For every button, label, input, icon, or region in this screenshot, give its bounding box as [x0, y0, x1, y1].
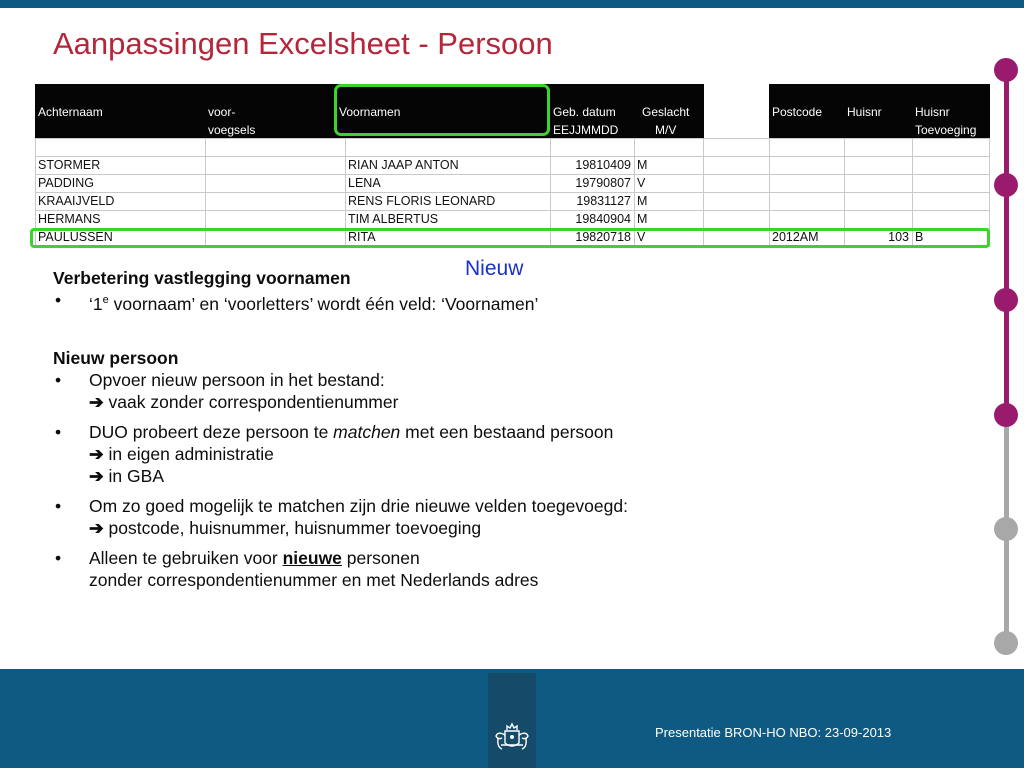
cell-voornamen: RIAN JAAP ANTON	[348, 158, 459, 172]
cell-voornamen: RENS FLORIS LEONARD	[348, 194, 496, 208]
progress-step-dot	[994, 631, 1018, 655]
bullet-text: personen	[341, 547, 420, 568]
coat-of-arms-icon	[488, 673, 536, 768]
bullet-icon: •	[55, 290, 62, 310]
cell-achternaam: HERMANS	[38, 212, 101, 226]
bullet-icon: •	[55, 547, 62, 568]
progress-step-dot	[994, 173, 1018, 197]
cell-voornamen: LENA	[348, 176, 381, 190]
header-cell-huisnr	[844, 84, 912, 138]
voornamen-column-highlight	[334, 84, 550, 136]
cell-achternaam: PAULUSSEN	[38, 230, 113, 244]
cell-achternaam: STORMER	[38, 158, 101, 172]
emphasis-text: nieuwe	[282, 547, 342, 568]
header-cell-postcode	[769, 84, 844, 138]
superscript-text: e	[102, 294, 109, 306]
bullet-text: postcode, huisnummer, huisnummer toevoeging	[108, 517, 482, 538]
cell-achternaam: KRAAIJVELD	[38, 194, 115, 208]
grid-line	[35, 192, 990, 193]
bullet-text: voornaam’ en ‘voorletters’ wordt één veld: ‘Voornamen’	[108, 293, 539, 314]
header-postcode-label: Postcode	[772, 105, 823, 119]
cell-huisnr: 103	[888, 230, 909, 244]
header-cell-geslacht	[639, 84, 704, 138]
cell-geslacht: V	[637, 230, 646, 244]
bullet-text: Om zo goed mogelijk te matchen zijn drie nieuwe velden toegevoegd:	[89, 495, 628, 516]
progress-step-dot	[994, 517, 1018, 541]
cell-gebdatum: 19810409	[575, 158, 631, 172]
bullet-text: Opvoer nieuw persoon in het bestand:	[89, 369, 385, 390]
bullet-icon: •	[55, 369, 62, 390]
cell-geslacht: M	[637, 158, 648, 172]
progress-rail-active	[1004, 70, 1009, 415]
arrow-right-icon: ➔	[89, 443, 104, 464]
bullet-text: Alleen te gebruiken voor	[89, 547, 283, 568]
new-row-highlight	[30, 228, 990, 248]
arrow-right-icon: ➔	[89, 517, 104, 538]
header-voorvoegsels-label: voor- voegsels	[208, 105, 256, 137]
header-achternaam-label: Achternaam	[38, 105, 103, 119]
grid-line	[35, 138, 990, 139]
header-cell-toevoeging	[912, 84, 990, 138]
header-voornamen-label: Voornamen	[339, 105, 401, 119]
cell-gebdatum: 19820718	[575, 230, 631, 244]
list-item	[53, 547, 843, 591]
cell-geslacht: M	[637, 194, 648, 208]
list-item	[53, 369, 843, 413]
header-toevoeging-label: Huisnr Toevoeging	[915, 105, 977, 137]
header-geslacht-label: Geslacht	[642, 105, 690, 119]
bullet-icon: •	[55, 495, 62, 516]
bullet-text: vaak zonder correspondentienummer	[108, 391, 399, 412]
progress-step-dot	[994, 58, 1018, 82]
list-item	[53, 289, 843, 315]
grid-line	[35, 174, 990, 175]
slide-title: Aanpassingen Excelsheet - Persoon	[53, 26, 553, 61]
header-huisnr-label: Huisnr	[847, 105, 882, 119]
cell-geslacht: V	[637, 176, 646, 190]
cell-postcode: 2012AM	[772, 230, 819, 244]
cell-geslacht: M	[637, 212, 648, 226]
cell-gebdatum: 19840904	[575, 212, 631, 226]
bullet-text: ‘1	[89, 293, 103, 314]
header-cell-voorvoegsels	[205, 84, 340, 138]
cell-gebdatum: 19790807	[575, 176, 631, 190]
header-gebdatum-format: EEJJMMDD	[553, 123, 619, 137]
top-bar	[0, 0, 1024, 8]
section-heading-voornamen: Verbetering vastlegging voornamen	[53, 268, 351, 288]
arrow-right-icon: ➔	[89, 465, 104, 486]
bullet-text: DUO probeert deze persoon te	[89, 421, 334, 442]
cell-voornamen: TIM ALBERTUS	[348, 212, 439, 226]
cell-voornamen: RITA	[348, 230, 376, 244]
list-item	[53, 495, 843, 539]
emphasis-text: matchen	[333, 421, 401, 442]
progress-step-dot	[994, 403, 1018, 427]
header-geslacht-format: M/V	[655, 123, 677, 137]
grid-line	[35, 210, 990, 211]
header-gebdatum-label: Geb. datum	[553, 105, 616, 119]
footer-text: Presentatie BRON-HO NBO: 23-09-2013	[655, 725, 892, 740]
bullet-text: zonder correspondentienummer en met Nederlands adres	[89, 569, 539, 590]
bullet-icon: •	[55, 421, 62, 442]
arrow-right-icon: ➔	[89, 391, 104, 412]
cell-gebdatum: 19831127	[576, 194, 631, 208]
slide-content	[53, 263, 843, 591]
grid-line	[35, 156, 990, 157]
header-cell-gebdatum	[550, 84, 639, 138]
bullet-text: in GBA	[108, 465, 164, 486]
list-item	[53, 421, 843, 487]
bullet-text: met een bestaand persoon	[400, 421, 614, 442]
emblem-logo	[488, 673, 536, 768]
progress-step-dot	[994, 288, 1018, 312]
cell-achternaam: PADDING	[38, 176, 95, 190]
new-label: Nieuw	[465, 257, 524, 280]
bullet-text: in eigen administratie	[108, 443, 274, 464]
cell-toevoeging: B	[915, 230, 924, 244]
section-heading-nieuw-persoon: Nieuw persoon	[53, 347, 179, 368]
